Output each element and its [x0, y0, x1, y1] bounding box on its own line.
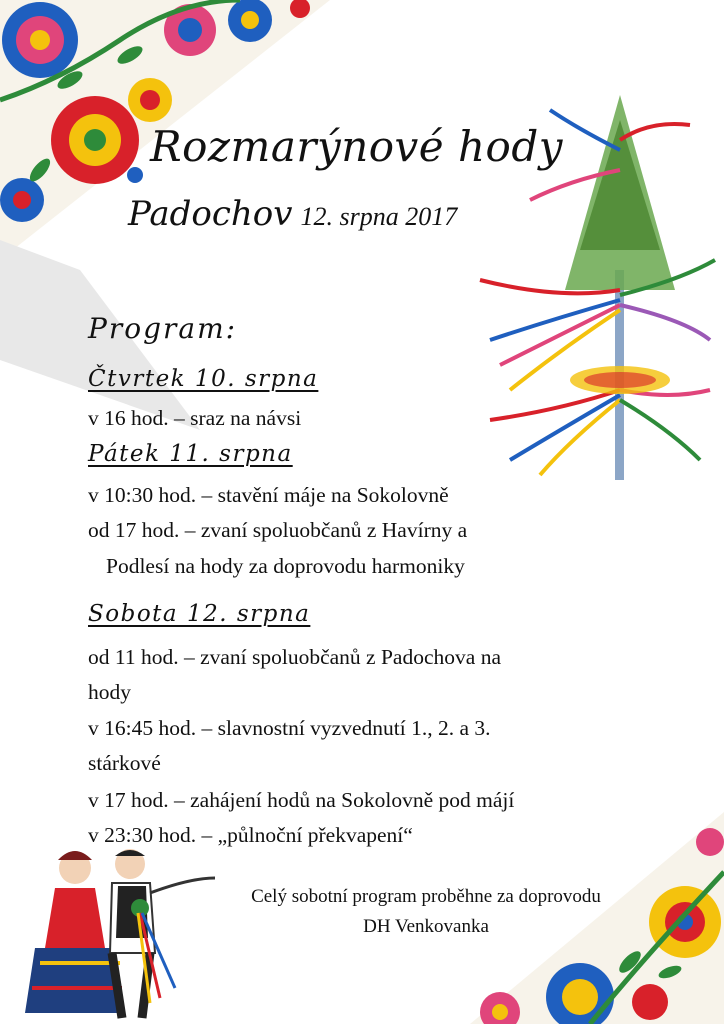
footer-note: [216, 882, 636, 942]
folk-dancers-illustration: [10, 838, 230, 1024]
footer-line-1: Celý sobotní program proběhne za doprovodu: [251, 886, 601, 907]
event-date: 12. srpna 2017: [300, 202, 458, 231]
program-heading: Program:: [88, 312, 238, 345]
program-line: Podlesí na hody za doprovodu harmoniky: [106, 554, 465, 578]
program-line: stárkové: [88, 751, 161, 775]
program-line: v 17 hod. – zahájení hodů na Sokolovně pod májí: [88, 788, 515, 812]
program-line: v 16 hod. – sraz na návsi: [88, 406, 302, 430]
day-heading-thursday: Čtvrtek 10. srpna: [88, 366, 319, 392]
program-line: v 16:45 hod. – slavnostní vyzvednutí 1., 2. a 3.: [88, 716, 491, 740]
program-line: od 11 hod. – zvaní spoluobčanů z Padochova na: [88, 645, 501, 669]
footer-line-2: DH Venkovanka: [363, 916, 489, 937]
program-line: hody: [88, 680, 131, 704]
page-title: Rozmarýnové hody: [150, 122, 563, 171]
program-line: od 17 hod. – zvaní spoluobčanů z Havírny a: [88, 518, 468, 542]
day-heading-friday: Pátek 11. srpna: [88, 441, 293, 467]
program-line: v 23:30 hod. – „půlnoční překvapení“: [88, 823, 413, 847]
event-place: Padochov: [128, 194, 293, 234]
day-heading-saturday: Sobota 12. srpna: [88, 601, 311, 627]
program-line: v 10:30 hod. – stavění máje na Sokolovně: [88, 483, 449, 507]
event-subtitle: [128, 194, 457, 234]
